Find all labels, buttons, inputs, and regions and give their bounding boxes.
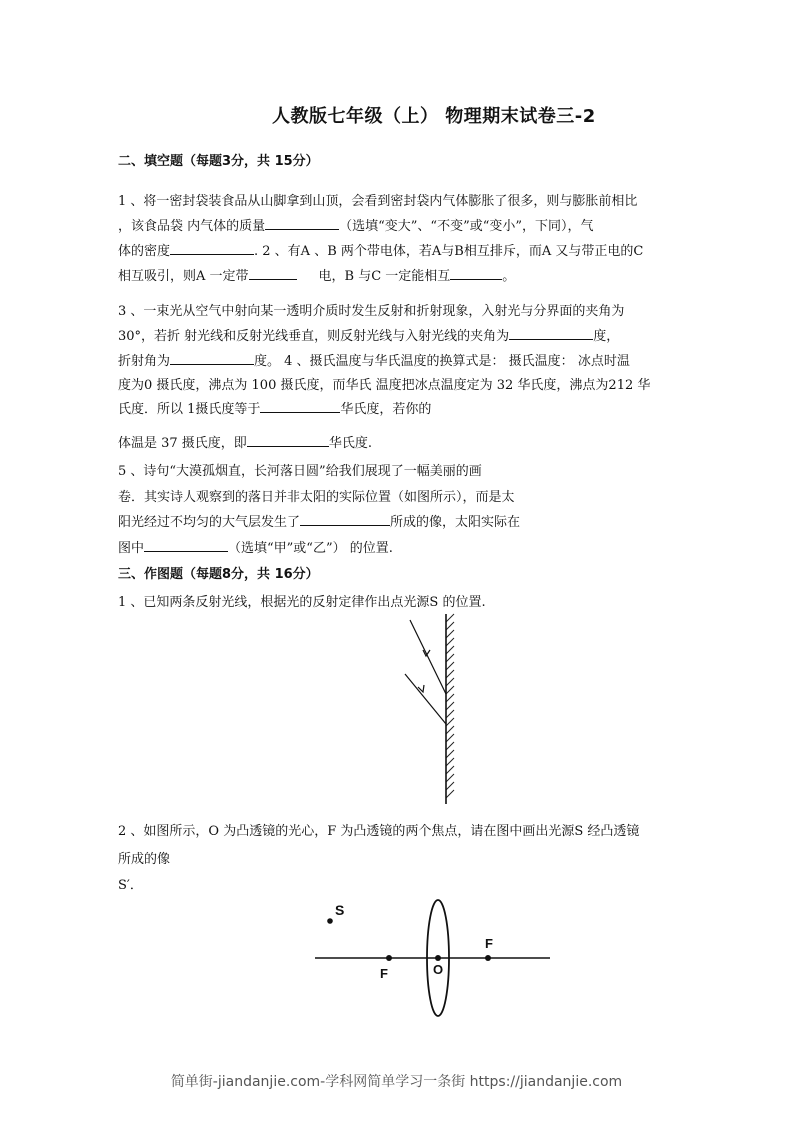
light-source-label: S xyxy=(335,902,345,918)
q1-line-3-a: 体的密度 xyxy=(118,244,171,259)
answer-blank[interactable] xyxy=(170,352,254,365)
convex-lens-figure xyxy=(310,893,560,1021)
q5-line-2: 卷．其实诗人观察到的落日并非太阳的实际位置（如图所示），而是太 xyxy=(118,490,515,505)
q3-line-3-b: 度。 4 、摄氏温度与华氏温度的换算式是： 摄氏温度： 冰点时温 xyxy=(254,354,630,369)
q5-line-3-a: 阳光经过不均匀的大气层发生了 xyxy=(118,515,301,530)
mirror-reflection-figure xyxy=(395,612,475,808)
section-heading-fill-in: 二、填空题（每题3分，共 15分） xyxy=(118,154,319,169)
optical-center-label: O xyxy=(433,962,444,977)
page-footer-watermark: 简单街-jiandanjie.com-学科网简单学习一条街 https://jiandanjie.com xyxy=(170,1074,623,1090)
mirror-hatching xyxy=(446,614,454,798)
q1-line-4 xyxy=(118,265,515,284)
q1-line-3-b: . 2 、有A 、B 两个带电体，若A与B相互排斥，而A 又与带正电的C xyxy=(254,244,644,259)
q1-line-4-c: 。 xyxy=(502,269,516,284)
q1-line-2-b: （选填“变大”、“不变”或“变小”，下同），气 xyxy=(339,219,594,234)
page-title: 人教版七年级（上） 物理期末试卷三-2 xyxy=(272,106,596,127)
answer-blank[interactable] xyxy=(249,267,297,280)
answer-blank[interactable] xyxy=(265,217,339,230)
q5-line-4 xyxy=(118,537,393,556)
q5-line-3-b: 所成的像，太阳实际在 xyxy=(390,515,521,530)
drawing-question-2-line-3: S′． xyxy=(118,878,143,893)
q3-line-2 xyxy=(118,325,619,344)
q3-line-3 xyxy=(118,350,630,369)
q5-line-4-a: 图中 xyxy=(118,541,145,556)
focal-point-right xyxy=(485,955,491,961)
reflected-ray-1 xyxy=(410,620,446,694)
drawing-question-2-line-1: 2 、如图所示，O 为凸透镜的光心，F 为凸透镜的两个焦点，请在图中画出光源S 经凸透镜 xyxy=(118,824,640,839)
answer-blank[interactable] xyxy=(300,513,390,526)
q5-line-4-b: （选填“甲”或“乙”） 的位置. xyxy=(228,541,393,556)
q1-line-2-a: ，该食品袋 内气体的质量 xyxy=(118,219,266,234)
q5-line-1: 5 、诗句“大漠孤烟直，长河落日圆”给我们展现了一幅美丽的画 xyxy=(118,464,482,479)
answer-blank[interactable] xyxy=(450,267,502,280)
q3-line-5-b: 华氏度，若你的 xyxy=(340,402,432,417)
q1-line-4-b: 电，B 与C 一定能相互 xyxy=(318,269,451,284)
q1-line-4-a: 相互吸引，则A 一定带 xyxy=(118,269,249,284)
answer-blank[interactable] xyxy=(260,400,340,413)
q1-line-1: 1 、将一密封袋装食品从山脚拿到山顶，会看到密封袋内气体膨胀了很多，则与膨胀前相比 xyxy=(118,194,638,209)
q3-line-5 xyxy=(118,398,431,417)
q3-line-3-a: 折射角为 xyxy=(118,354,171,369)
answer-blank[interactable] xyxy=(170,242,254,255)
drawing-question-2-line-2: 所成的像 xyxy=(118,852,171,867)
q3-line-1: 3 、一束光从空气中射向某一透明介质时发生反射和折射现象，入射光与分界面的夹角为 xyxy=(118,304,625,319)
answer-blank[interactable] xyxy=(509,327,593,340)
q1-line-3 xyxy=(118,240,643,259)
q3-line-6-b: 华氏度. xyxy=(328,436,372,451)
q3-line-2-a: 30°，若折 射光线和反射光线垂直，则反射光线与入射光线的夹角为 xyxy=(118,329,510,344)
focal-point-left-label: F xyxy=(380,966,388,981)
q3-line-2-b: 度， xyxy=(593,329,620,344)
focal-point-left xyxy=(386,955,392,961)
q5-line-3 xyxy=(118,511,520,530)
q3-line-6-a: 体温是 37 摄氏度，即 xyxy=(118,436,247,451)
answer-blank[interactable] xyxy=(144,539,228,552)
q1-line-2 xyxy=(118,215,594,234)
optical-center xyxy=(435,955,441,961)
q3-line-6 xyxy=(118,432,372,451)
section-heading-drawing: 三、作图题（每题8分，共 16分） xyxy=(118,567,319,582)
focal-point-right-label: F xyxy=(485,936,493,951)
q3-line-4: 度为0 摄氏度，沸点为 100 摄氏度，而华氏 温度把冰点温度定为 32 华氏度，沸点为212 华 xyxy=(118,378,651,393)
drawing-question-1: 1 、已知两条反射光线，根据光的反射定律作出点光源S 的位置. xyxy=(118,595,486,610)
answer-blank[interactable] xyxy=(247,434,329,447)
q3-line-5-a: 氏度．所以 1摄氏度等于 xyxy=(118,402,261,417)
light-source-point xyxy=(327,918,333,924)
